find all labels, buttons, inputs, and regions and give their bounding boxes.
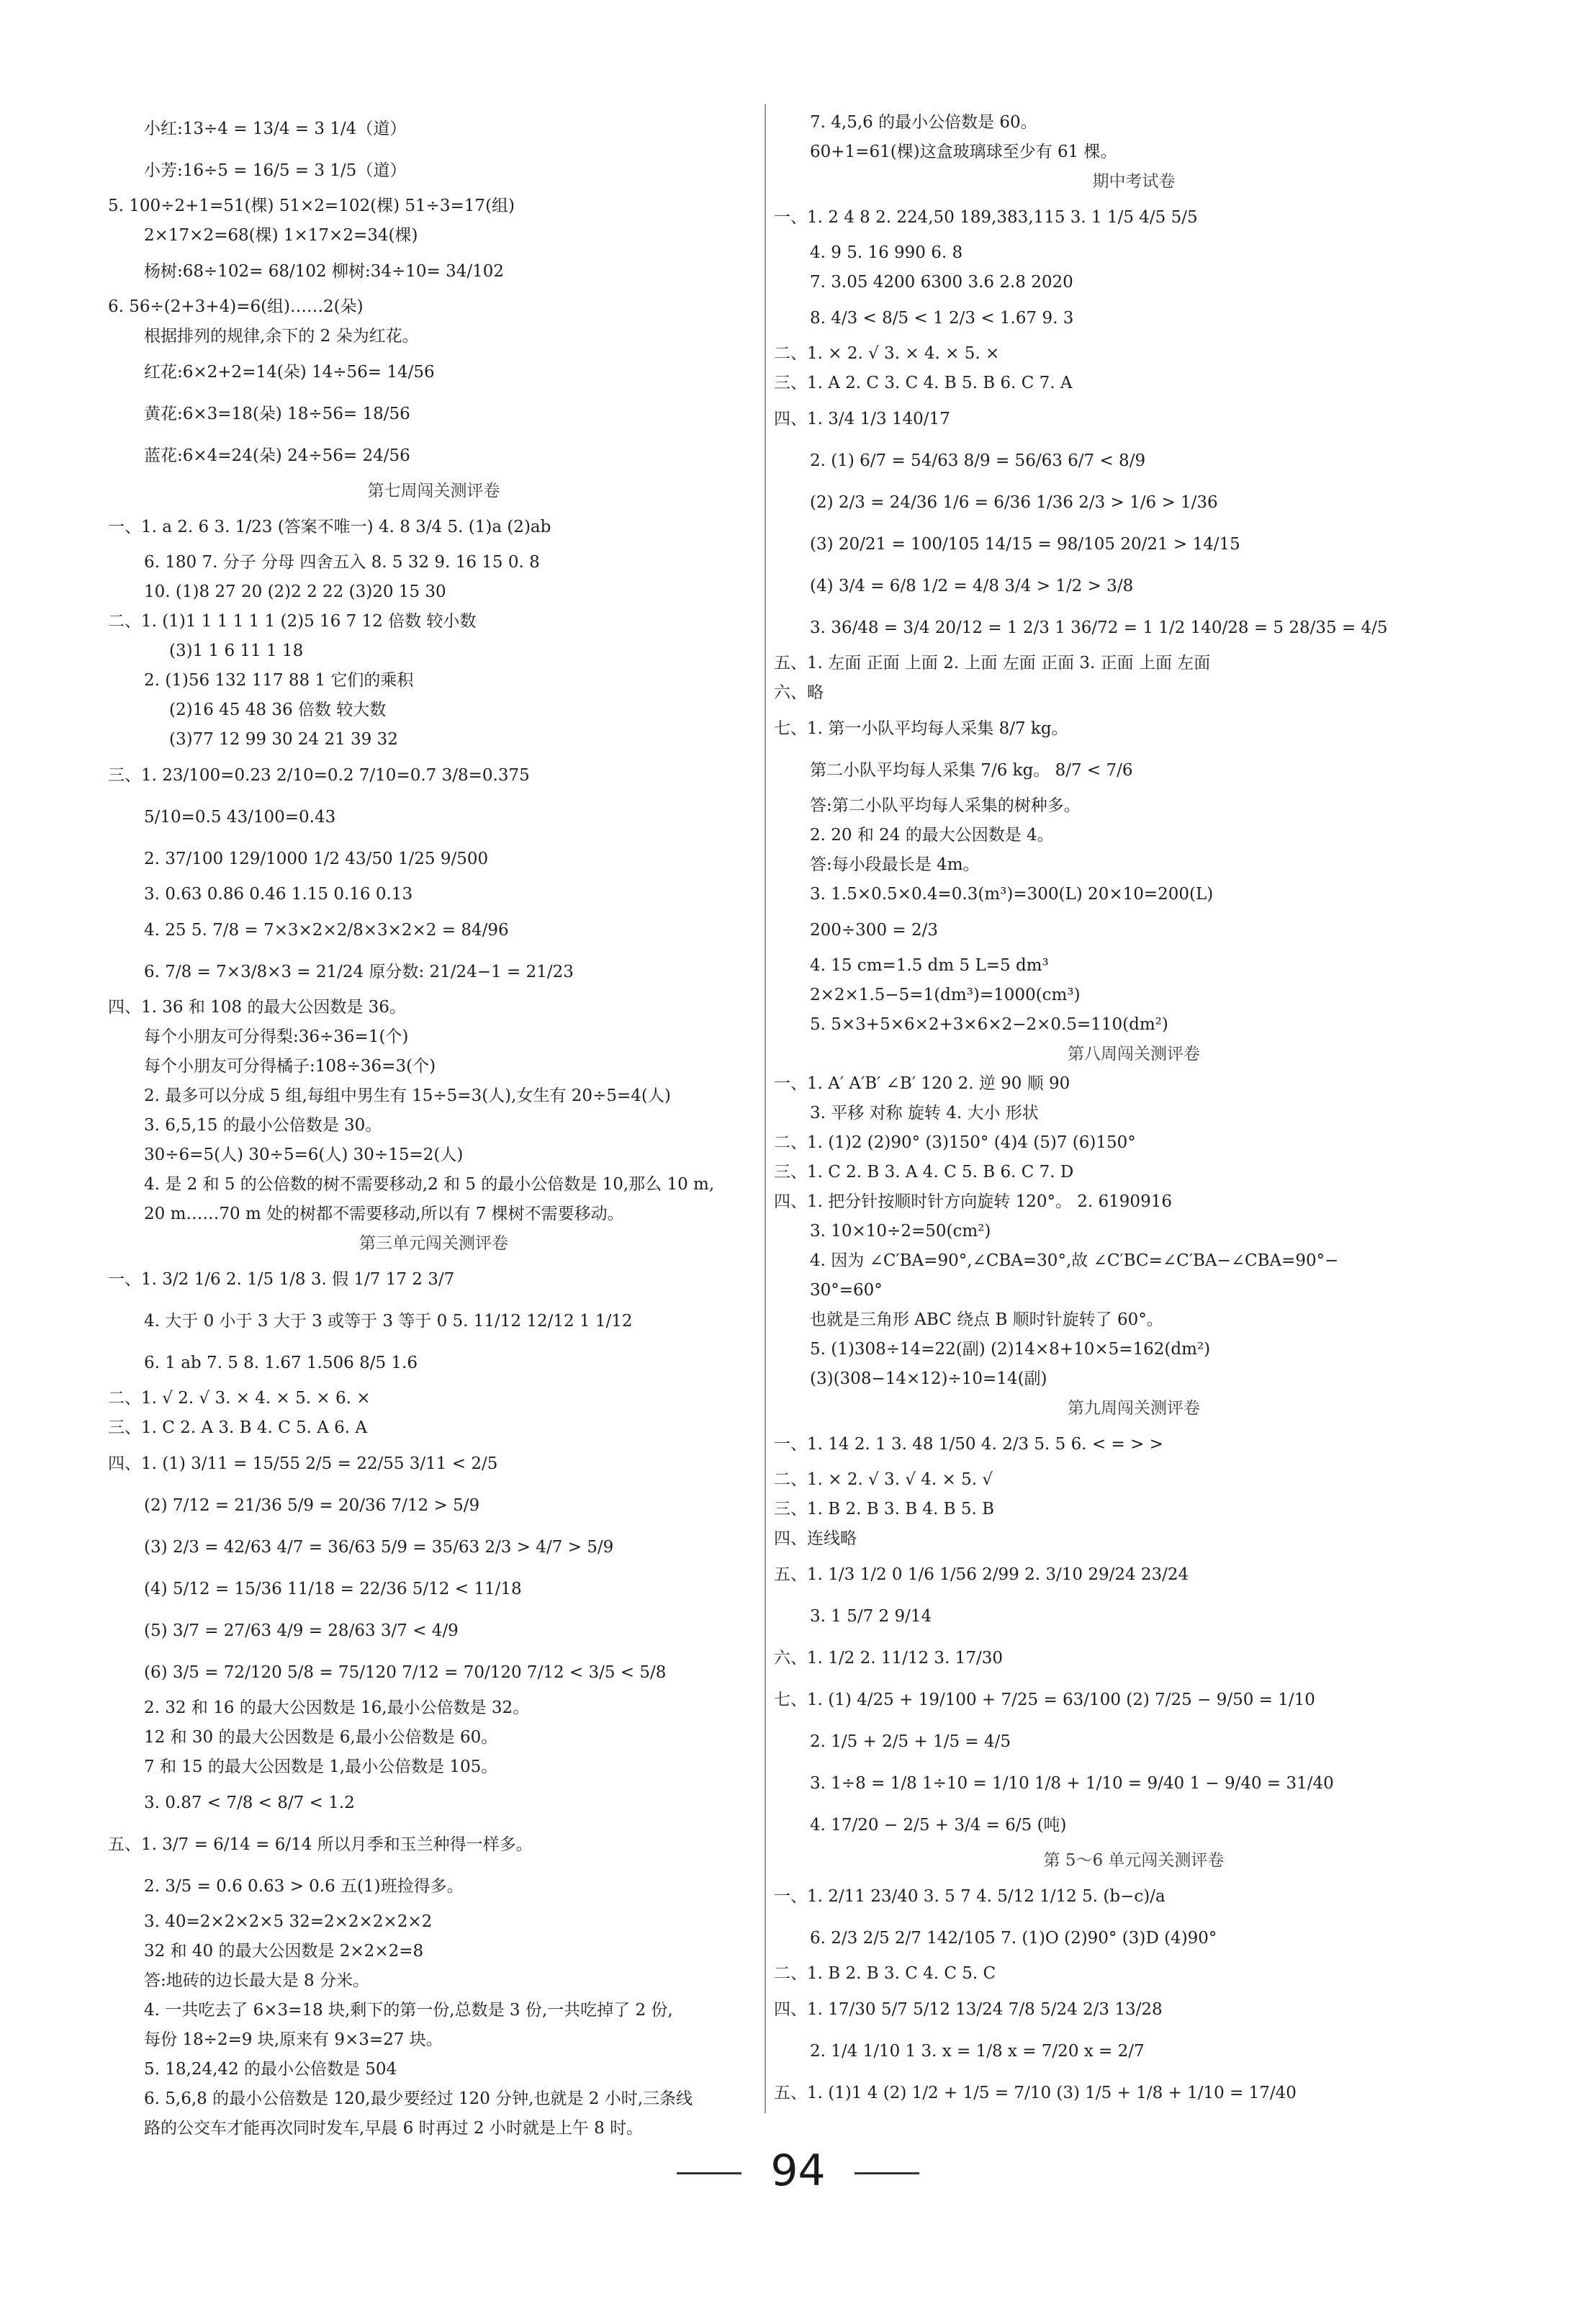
- answer-line: 7. 3.05 4200 6300 3.6 2.8 2020: [810, 273, 1073, 292]
- answer-line: 三、1. B 2. B 3. B 4. B 5. B: [774, 1500, 995, 1518]
- answer-line: 每份 18÷2=9 块,原来有 9×3=27 块。: [144, 2030, 443, 2049]
- answer-line: 5. (1)308÷14=22(副) (2)14×8+10×5=162(dm²): [810, 1340, 1211, 1359]
- answer-line: 三、1. A 2. C 3. C 4. B 5. B 6. C 7. A: [774, 374, 1073, 392]
- answer-line: 二、1. √ 2. √ 3. × 4. × 5. × 6. ×: [108, 1389, 371, 1408]
- section-heading: 第七周闯关测评卷: [367, 482, 500, 500]
- answer-line: 5. 5×3+5×6×2+3×6×2−2×0.5=110(dm²): [810, 1015, 1168, 1034]
- answer-line: 6. 1 ab 7. 5 8. 1.67 1.506 8/5 1.6: [144, 1354, 418, 1372]
- answer-line: 五、1. 1/3 1/2 0 1/6 1/56 2/99 2. 3/10 29/24 23/24: [774, 1565, 1189, 1584]
- answer-line: 6. 2/3 2/5 2/7 142/105 7. (1)O (2)90° (3)D (4)90°: [810, 1929, 1217, 1948]
- answer-line: 四、1. 把分针按顺时针方向旋转 120°。 2. 6190916: [774, 1192, 1172, 1211]
- answer-line: 小芳:16÷5 = 16/5 = 3 1/5（道）: [144, 161, 407, 180]
- answer-line: 2. 1/5 + 2/5 + 1/5 = 4/5: [810, 1732, 1011, 1751]
- answer-line: (3)77 12 99 30 24 21 39 32: [169, 730, 398, 749]
- answer-line: (4) 5/12 = 15/36 11/18 = 22/36 5/12 < 11/18: [144, 1580, 522, 1598]
- answer-line: 一、1. 2 4 8 2. 224,50 189,383,115 3. 1 1/5 4/5 5/5: [774, 208, 1198, 227]
- answer-line: 黄花:6×3=18(朵) 18÷56= 18/56: [144, 405, 410, 423]
- answer-line: 60+1=61(棵)这盒玻璃球至少有 61 棵。: [810, 143, 1117, 161]
- answer-line: 4. 25 5. 7/8 = 7×3×2×2/8×3×2×2 = 84/96: [144, 921, 509, 940]
- answer-line: 6. 56÷(2+3+4)=6(组)……2(朵): [108, 297, 364, 316]
- answer-line: 4. 15 cm=1.5 dm 5 L=5 dm³: [810, 956, 1049, 975]
- section-heading: 第八周闯关测评卷: [1068, 1045, 1200, 1063]
- answer-line: 二、1. B 2. B 3. C 4. C 5. C: [774, 1964, 996, 1983]
- answer-line: 4. 一共吃去了 6×3=18 块,剩下的第一份,总数是 3 份,一共吃掉了 2 份,: [144, 2001, 673, 2020]
- section-heading: 第三单元闯关测评卷: [359, 1234, 508, 1253]
- answer-line: (3) 20/21 = 100/105 14/15 = 98/105 20/21 > 14/15: [810, 535, 1240, 554]
- answer-line: (5) 3/7 = 27/63 4/9 = 28/63 3/7 < 4/9: [144, 1621, 459, 1640]
- answer-line: 一、1. 2/11 23/40 3. 5 7 4. 5/12 1/12 5. (b−c)/a: [774, 1887, 1166, 1906]
- section-heading: 第九周闯关测评卷: [1068, 1399, 1200, 1418]
- answer-line: 小红:13÷4 = 13/4 = 3 1/4（道）: [144, 120, 407, 138]
- answer-line: 5/10=0.5 43/100=0.43: [144, 808, 336, 827]
- answer-line: 一、1. a 2. 6 3. 1/23 (答案不唯一) 4. 8 3/4 5. (1)a (2)ab: [108, 518, 551, 536]
- answer-line: 7 和 15 的最大公因数是 1,最小公倍数是 105。: [144, 1758, 498, 1776]
- page-number-dash-left: [677, 2172, 741, 2174]
- answer-line: 三、1. 23/100=0.23 2/10=0.2 7/10=0.7 3/8=0.375: [108, 766, 530, 785]
- answer-line: 每个小朋友可分得梨:36÷36=1(个): [144, 1027, 409, 1046]
- answer-line: 蓝花:6×4=24(朵) 24÷56= 24/56: [144, 446, 410, 465]
- answer-line: 3. 1 5/7 2 9/14: [810, 1607, 932, 1626]
- answer-line: 四、1. 17/30 5/7 5/12 13/24 7/8 5/24 2/3 13/28: [774, 2000, 1163, 2019]
- answer-line: 7. 4,5,6 的最小公倍数是 60。: [810, 113, 1037, 132]
- answer-line: 6. 7/8 = 7×3/8×3 = 21/24 原分数: 21/24−1 = 21/23: [144, 963, 574, 981]
- answer-line: (4) 3/4 = 6/8 1/2 = 4/8 3/4 > 1/2 > 3/8: [810, 577, 1134, 595]
- answer-line: 10. (1)8 27 20 (2)2 2 22 (3)20 15 30: [144, 582, 446, 601]
- answer-line: 第二小队平均每人采集 7/6 kg。 8/7 < 7/6: [810, 761, 1133, 780]
- answer-line: 每个小朋友可分得橘子:108÷36=3(个): [144, 1057, 436, 1076]
- answer-line: 红花:6×2+2=14(朵) 14÷56= 14/56: [144, 363, 435, 382]
- answer-line: 5. 18,24,42 的最小公倍数是 504: [144, 2060, 397, 2079]
- answer-line: 2. 20 和 24 的最大公因数是 4。: [810, 826, 1054, 845]
- answer-line: 3. 36/48 = 3/4 20/12 = 1 2/3 1 36/72 = 1 1/2 140/28 = 5 28/35 = 4/5: [810, 618, 1388, 637]
- answer-line: 8. 4/3 < 8/5 < 1 2/3 < 1.67 9. 3: [810, 309, 1074, 328]
- answer-line: 五、1. (1)1 4 (2) 1/2 + 1/5 = 7/10 (3) 1/5 + 1/8 + 1/10 = 17/40: [774, 2084, 1297, 2102]
- answer-line: (6) 3/5 = 72/120 5/8 = 75/120 7/12 = 70/120 7/12 < 3/5 < 5/8: [144, 1663, 667, 1682]
- answer-line: 答:第二小队平均每人采集的树种多。: [810, 796, 1081, 815]
- answer-line: 三、1. C 2. A 3. B 4. C 5. A 6. A: [108, 1418, 368, 1437]
- answer-line: 3. 6,5,15 的最小公倍数是 30。: [144, 1116, 382, 1135]
- answer-line: 6. 180 7. 分子 分母 四舍五入 8. 5 32 9. 16 15 0. 8: [144, 553, 540, 572]
- answer-line: (3) 2/3 = 42/63 4/7 = 36/63 5/9 = 35/63 2/3 > 4/7 > 5/9: [144, 1538, 614, 1557]
- answer-line: (3)1 1 6 11 1 18: [169, 642, 304, 660]
- answer-line: 四、连线略: [774, 1529, 857, 1548]
- answer-line: 2. 37/100 129/1000 1/2 43/50 1/25 9/500: [144, 850, 489, 868]
- answer-line: 2. 最多可以分成 5 组,每组中男生有 15÷5=3(人),女生有 20÷5=4(人): [144, 1086, 671, 1105]
- answer-line: 32 和 40 的最大公因数是 2×2×2=8: [144, 1942, 424, 1961]
- answer-line: 根据排列的规律,余下的 2 朵为红花。: [144, 327, 419, 346]
- answer-line: 12 和 30 的最大公因数是 6,最小公倍数是 60。: [144, 1728, 498, 1747]
- column-divider: [765, 104, 766, 2113]
- answer-line: 七、1. (1) 4/25 + 19/100 + 7/25 = 63/100 (2) 7/25 − 9/50 = 1/10: [774, 1691, 1315, 1709]
- answer-line: 3. 平移 对称 旋转 4. 大小 形状: [810, 1104, 1039, 1122]
- answer-line: 4. 17/20 − 2/5 + 3/4 = 6/5 (吨): [810, 1816, 1067, 1835]
- answer-line: 3. 40=2×2×2×5 32=2×2×2×2×2: [144, 1912, 433, 1931]
- right-answer-column: [774, 108, 1494, 2124]
- answer-line: 一、1. A′ A′B′ ∠B′ 120 2. 逆 90 顺 90: [774, 1074, 1070, 1093]
- answer-line: 4. 因为 ∠C′BA=90°,∠CBA=30°,故 ∠C′BC=∠C′BA−∠CBA=90°−: [810, 1251, 1339, 1270]
- answer-line: 4. 9 5. 16 990 6. 8: [810, 243, 963, 262]
- answer-line: 3. 0.87 < 7/8 < 8/7 < 1.2: [144, 1794, 355, 1812]
- answer-line: (2) 7/12 = 21/36 5/9 = 20/36 7/12 > 5/9: [144, 1496, 480, 1515]
- answer-line: 二、1. × 2. √ 3. √ 4. × 5. √: [774, 1470, 993, 1489]
- answer-line: 4. 是 2 和 5 的公倍数的树不需要移动,2 和 5 的最小公倍数是 10,那么 10 m,: [144, 1175, 715, 1194]
- answer-line: 二、1. (1)2 (2)90° (3)150° (4)4 (5)7 (6)150°: [774, 1133, 1136, 1152]
- answer-line: 2. (1) 6/7 = 54/63 8/9 = 56/63 6/7 < 8/9: [810, 451, 1146, 470]
- answer-line: 五、1. 3/7 = 6/14 = 6/14 所以月季和玉兰种得一样多。: [108, 1835, 533, 1854]
- answer-line: 答:每小段最长是 4m。: [810, 855, 980, 874]
- answer-line: 30÷6=5(人) 30÷5=6(人) 30÷15=2(人): [144, 1146, 464, 1164]
- answer-line: 2. 3/5 = 0.6 0.63 > 0.6 五(1)班捡得多。: [144, 1877, 464, 1896]
- answer-line: 2. 32 和 16 的最大公因数是 16,最小公倍数是 32。: [144, 1698, 530, 1717]
- answer-line: 6. 5,6,8 的最小公倍数是 120,最少要经过 120 分钟,也就是 2 小时,三条线: [144, 2089, 693, 2108]
- answer-line: 200÷300 = 2/3: [810, 921, 938, 940]
- answer-line: 二、1. × 2. √ 3. × 4. × 5. ×: [774, 344, 1000, 363]
- answer-line: 2. (1)56 132 117 88 1 它们的乘积: [144, 671, 414, 690]
- answer-line: 5. 100÷2+1=51(棵) 51×2=102(棵) 51÷3=17(组): [108, 197, 515, 215]
- answer-line: 四、1. 36 和 108 的最大公因数是 36。: [108, 998, 406, 1017]
- answer-line: 2. 1/4 1/10 1 3. x = 1/8 x = 7/20 x = 2/7: [810, 2042, 1145, 2061]
- page-number: 94: [770, 2146, 826, 2196]
- answer-line: 四、1. (1) 3/11 = 15/55 2/5 = 22/55 3/11 < 2/5: [108, 1454, 498, 1473]
- answer-line: 3. 0.63 0.86 0.46 1.15 0.16 0.13: [144, 885, 413, 904]
- answer-line: (3)(308−14×12)÷10=14(副): [810, 1369, 1047, 1388]
- page-number-dash-right: [855, 2172, 919, 2174]
- section-heading: 期中考试卷: [1092, 172, 1176, 191]
- answer-line: 一、1. 14 2. 1 3. 48 1/50 4. 2/3 5. 5 6. < = > >: [774, 1435, 1163, 1454]
- answer-line: 六、1. 1/2 2. 11/12 3. 17/30: [774, 1649, 1003, 1668]
- answer-line: 20 m……70 m 处的树都不需要移动,所以有 7 棵树不需要移动。: [144, 1205, 624, 1223]
- answer-line: 3. 1÷8 = 1/8 1÷10 = 1/10 1/8 + 1/10 = 9/40 1 − 9/40 = 31/40: [810, 1774, 1334, 1793]
- answer-line: (2) 2/3 = 24/36 1/6 = 6/36 1/36 2/3 > 1/6 > 1/36: [810, 493, 1218, 512]
- answer-line: 答:地砖的边长最大是 8 分米。: [144, 1971, 370, 1990]
- section-heading: 第 5～6 单元闯关测评卷: [1043, 1851, 1225, 1870]
- answer-line: 4. 大于 0 小于 3 大于 3 或等于 3 等于 0 5. 11/12 12/12 1 1/12: [144, 1312, 633, 1331]
- page-number-footer: [0, 2146, 1596, 2196]
- answer-line: 杨树:68÷102= 68/102 柳树:34÷10= 34/102: [144, 262, 505, 281]
- answer-line: 五、1. 左面 正面 上面 2. 上面 左面 正面 3. 正面 上面 左面: [774, 654, 1211, 672]
- answer-line: 30°=60°: [810, 1281, 883, 1300]
- answer-line: 二、1. (1)1 1 1 1 1 1 (2)5 16 7 12 倍数 较小数: [108, 612, 477, 631]
- answer-line: 七、1. 第一小队平均每人采集 8/7 kg。: [774, 719, 1068, 738]
- answer-line: 一、1. 3/2 1/6 2. 1/5 1/8 3. 假 1/7 17 2 3/7: [108, 1270, 455, 1289]
- left-answer-column: [108, 108, 759, 2138]
- answer-line: 也就是三角形 ABC 绕点 B 顺时针旋转了 60°。: [810, 1310, 1163, 1329]
- answer-line: 3. 10×10÷2=50(cm²): [810, 1222, 991, 1241]
- answer-line: 2×17×2=68(棵) 1×17×2=34(棵): [144, 226, 418, 245]
- answer-line: 三、1. C 2. B 3. A 4. C 5. B 6. C 7. D: [774, 1163, 1074, 1182]
- answer-line: 六、略: [774, 683, 824, 702]
- answer-line: 2×2×1.5−5=1(dm³)=1000(cm³): [810, 986, 1081, 1004]
- answer-line: 四、1. 3/4 1/3 140/17: [774, 410, 950, 428]
- answer-line: 3. 1.5×0.5×0.4=0.3(m³)=300(L) 20×10=200(L): [810, 885, 1214, 904]
- answer-line: (2)16 45 48 36 倍数 较大数: [169, 701, 387, 719]
- answer-line: 路的公交车才能再次同时发车,早晨 6 时再过 2 小时就是上午 8 时。: [144, 2119, 644, 2138]
